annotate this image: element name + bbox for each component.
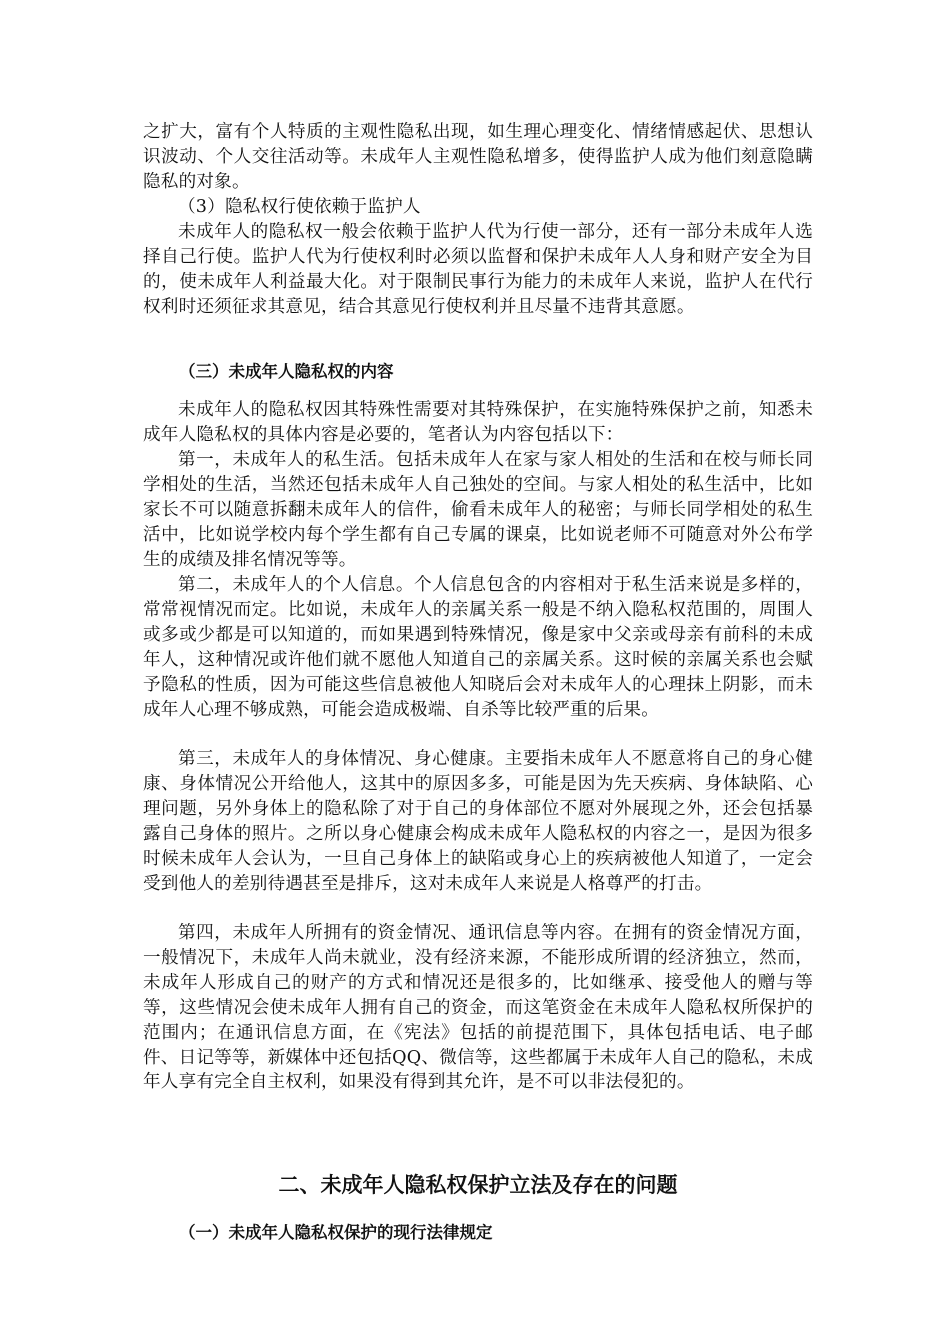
paragraph-first-private-life: 第一，未成年人的私生活。包括未成年人在家与家人相处的生活和在校与师长同学相处的生活，当然还包括未成年人自己独处的空间。与家人相处的私生活中，比如家长不可以随意拆翻未成年人的信件，偷看未成年人的秘密；与师长同学相处的私生活中，比如说学校内每个学生都有自己专属的课桌，比如说老师不可随意对外公布学生的成绩及排名情况等等。: [143, 450, 813, 570]
section-3-heading: （三）未成年人隐私权的内容: [179, 362, 394, 381]
paragraph-continuation: 之扩大，富有个人特质的主观性隐私出现，如生理心理变化、情绪情感起伏、思想认识波动、个人交往活动等。未成年人主观性隐私增多，使得监护人成为他们刻意隐瞒隐私的对象。: [143, 122, 813, 192]
section-2-1-heading: （一）未成年人隐私权保护的现行法律规定: [179, 1223, 493, 1242]
chapter-2-heading: 二、未成年人隐私权保护立法及存在的问题: [278, 1173, 678, 1197]
paragraph-fourth-finance-communication: 第四，未成年人所拥有的资金情况、通讯信息等内容。在拥有的资金情况方面，一般情况下，未成年人尚未就业，没有经济来源，不能形成所谓的经济独立，然而，未成年人形成自己的财产的方式和情况还是很多的，比如继承、接受他人的赠与等等，这些情况会使未成年人拥有自己的资金，而这笔资金在未成年人隐私权所保护的范围内；在通讯信息方面，在《宪法》包括的前提范围下，具体包括电话、电子邮件、日记等等，新媒体中还包括QQ、微信等，这些都属于未成年人自己的隐私，未成年人享有完全自主权利，如果没有得到其允许，是不可以非法侵犯的。: [143, 923, 813, 1093]
item-3-heading: （3）隐私权行使依赖于监护人: [178, 197, 421, 217]
paragraph-guardian-exercise: 未成年人的隐私权一般会依赖于监护人代为行使一部分，还有一部分未成年人选择自己行使。监护人代为行使权利时必须以监督和保护未成年人人身和财产安全为目的，使未成年人利益最大化。对于限制民事行为能力的未成年人来说，监护人在代行权利时还须征求其意见，结合其意见行使权利并且尽量不违背其意愿。: [143, 222, 813, 317]
paragraph-second-personal-info: 第二，未成年人的个人信息。个人信息包含的内容相对于私生活来说是多样的，常常视情况而定。比如说，未成年人的亲属关系一般是不纳入隐私权范围的，周围人或多或少都是可以知道的，而如果遇到特殊情况，像是家中父亲或母亲有前科的未成年人，这种情况或许他们就不愿他人知道自己的亲属关系。这时候的亲属关系也会赋予隐私的性质，因为可能这些信息被他人知晓后会对未成年人的心理抹上阴影，而未成年人心理不够成熟，可能会造成极端、自杀等比较严重的后果。: [143, 575, 813, 720]
paragraph-third-health: 第三，未成年人的身体情况、身心健康。主要指未成年人不愿意将自己的身心健康、身体情况公开给他人，这其中的原因多多，可能是因为先天疾病、身体缺陷、心理问题，另外身体上的隐私除了对于自己的身体部位不愿对外展现之外，还会包括暴露自己身体的照片。之所以身心健康会构成未成年人隐私权的内容之一，是因为很多时候未成年人会认为，一旦自己身体上的缺陷或身心上的疾病被他人知道了，一定会受到他人的差别待遇甚至是排斥，这对未成年人来说是人格尊严的打击。: [143, 749, 813, 894]
document-page: [143, 120, 813, 1245]
paragraph-content-intro: 未成年人的隐私权因其特殊性需要对其特殊保护，在实施特殊保护之前，知悉未成年人隐私权的具体内容是必要的，笔者认为内容包括以下：: [143, 400, 813, 445]
